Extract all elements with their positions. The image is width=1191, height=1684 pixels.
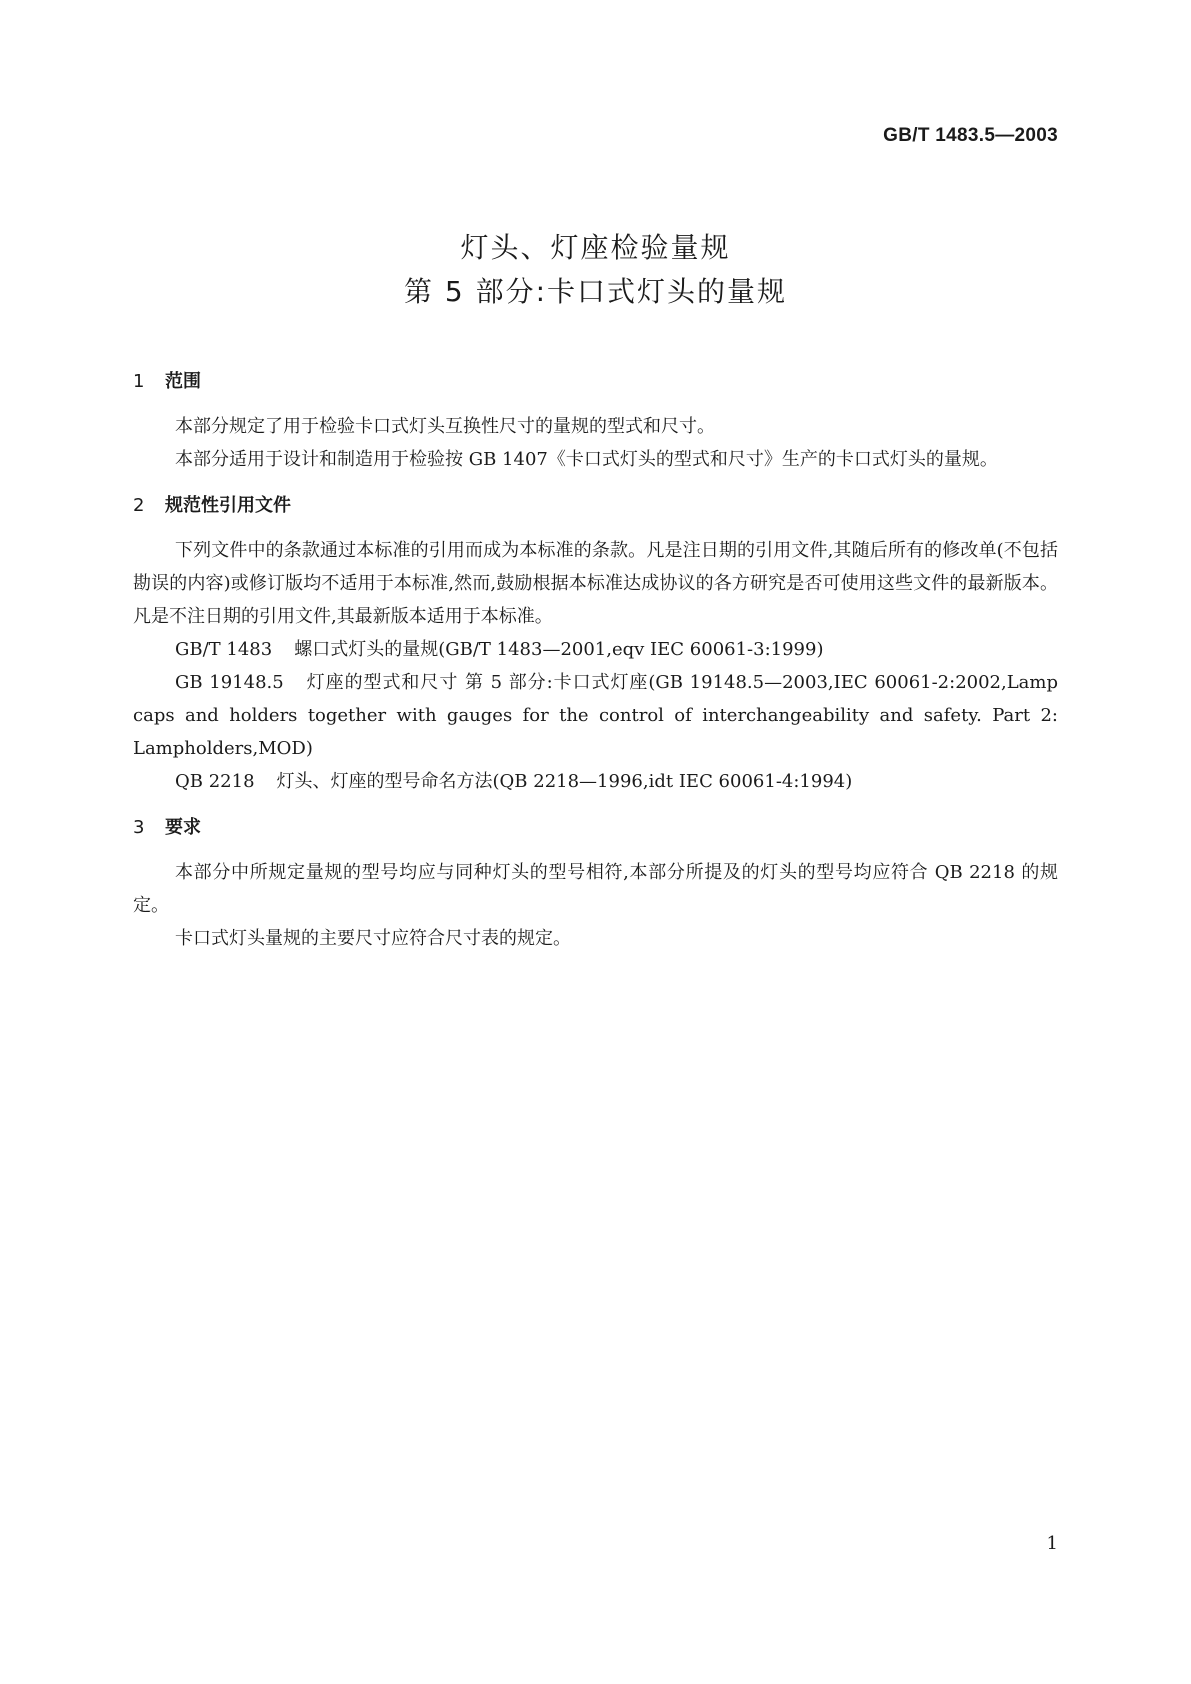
standard-code: GB/T 1483.5—2003 (883, 125, 1058, 146)
section-title: 要求 (165, 817, 201, 838)
reference-item (133, 666, 1058, 765)
reference-title: 灯座的型式和尺寸 第 5 部分:卡口式灯座(GB 19148.5—2003,IEC 60061-2:2002,Lamp caps and holders together with gauges for the control of interchangeability and safety. Part 2: Lampholders,MOD) (133, 672, 1059, 759)
section-normative-references (133, 494, 1058, 798)
section-number: 3 (133, 817, 145, 838)
reference-item (133, 765, 1058, 798)
page-number: 1 (1046, 1533, 1058, 1554)
section-requirements (133, 816, 1058, 955)
section-title: 范围 (165, 371, 201, 392)
reference-item (133, 633, 1058, 666)
reference-code: QB 2218 (175, 771, 255, 792)
paragraph: 本部分中所规定量规的型号均应与同种灯头的型号相符,本部分所提及的灯头的型号均应符合 QB 2218 的规定。 (133, 862, 1058, 916)
section-scope (133, 370, 1058, 476)
reference-title: 灯头、灯座的型号命名方法(QB 2218—1996,idt IEC 60061-4:1994) (276, 771, 853, 792)
section-heading (133, 494, 1058, 518)
paragraph: 本部分适用于设计和制造用于检验按 GB 1407《卡口式灯头的型式和尺寸》生产的卡口式灯头的量规。 (175, 449, 998, 470)
section-number: 2 (133, 495, 145, 516)
paragraph: 下列文件中的条款通过本标准的引用而成为本标准的条款。凡是注日期的引用文件,其随后所有的修改单(不包括勘误的内容)或修订版均不适用于本标准,然而,鼓励根据本标准达成协议的各方研究是否可使用这些文件的最新版本。凡是不注日期的引用文件,其最新版本适用于本标准。 (133, 540, 1058, 627)
section-number: 1 (133, 371, 145, 392)
section-title: 规范性引用文件 (165, 495, 291, 516)
paragraph: 本部分规定了用于检验卡口式灯头互换性尺寸的量规的型式和尺寸。 (175, 416, 715, 437)
document-body (133, 370, 1058, 955)
section-heading (133, 370, 1058, 394)
reference-code: GB 19148.5 (175, 672, 284, 693)
section-heading (133, 816, 1058, 840)
document-title-line-2: 第 5 部分:卡口式灯头的量规 (403, 275, 788, 308)
reference-code: GB/T 1483 (175, 639, 273, 660)
reference-title: 螺口式灯头的量规(GB/T 1483—2001,eqv IEC 60061-3:1999) (294, 639, 824, 660)
paragraph: 卡口式灯头量规的主要尺寸应符合尺寸表的规定。 (175, 928, 571, 949)
document-title-line-1: 灯头、灯座检验量规 (460, 231, 731, 264)
